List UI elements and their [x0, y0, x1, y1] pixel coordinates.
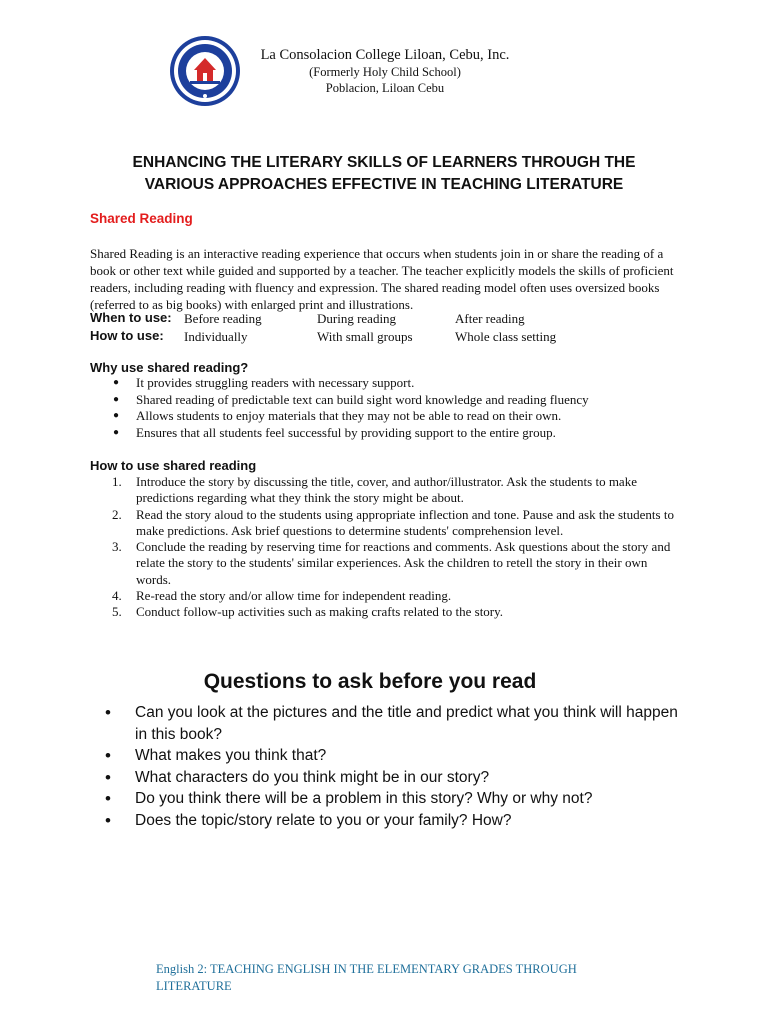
slide-title: Questions to ask before you read: [203, 670, 537, 693]
how-option-1: Individually: [184, 329, 248, 344]
bullet-icon: ●: [113, 426, 120, 438]
step-number: 5.: [112, 604, 122, 620]
slide-question-list: [95, 702, 685, 831]
school-name: La Consolacion College Liloan, Cebu, Inc.: [260, 47, 510, 63]
bullet-icon: ●: [113, 393, 120, 405]
how-to-use-row: [90, 328, 690, 346]
intro-paragraph: Shared Reading is an interactive reading experience that occurs when students join in or share the reading of a book or other text while guided and supported by a teacher. The teacher explicitly models the skills of proficient readers, including reading with fluency and expression. The shared reading model often uses oversized books (referred to as big books) with enlarged print and illustrations.: [90, 246, 674, 312]
list-item: 2. Read the story aloud to the students using appropriate inflection and tone. Pause and ask the students to make predictions. Ask brief questions to determine students' comprehension level.: [112, 506, 674, 538]
bullet-icon: •: [105, 703, 111, 722]
when-option-3: After reading: [455, 311, 525, 326]
document-title: [80, 152, 688, 196]
when-option-1: Before reading: [184, 311, 262, 326]
when-to-use-label: When to use:: [90, 310, 172, 325]
bullet-icon: ●: [113, 410, 120, 421]
questions-slide: [95, 670, 685, 831]
section-heading: Shared Reading: [90, 211, 193, 226]
list-item: 3. Conclude the reading by reserving time for reactions and comments. Ask questions about the story and relate the story to the students' similar experiences. Ask the children to retell the story in their own words.: [112, 539, 671, 587]
school-header: [255, 46, 515, 96]
how-steps-list: [90, 474, 680, 621]
formerly-name: (Formerly Holy Child School): [309, 65, 461, 79]
page-footer: English 2: TEACHING ENGLISH IN THE ELEMENTARY GRADES THROUGH LITERATURE: [156, 962, 577, 993]
school-address: Poblacion, Liloan Cebu: [325, 81, 445, 95]
bullet-icon: •: [105, 767, 111, 787]
step-number: 4.: [112, 588, 122, 604]
step-number: 1.: [112, 474, 122, 489]
list-item: 4. Re-read the story and/or allow time for independent reading.: [112, 588, 452, 604]
school-seal-logo: [168, 34, 242, 108]
step-number: 2.: [112, 506, 122, 522]
bullet-icon: •: [105, 789, 111, 808]
list-item: 5. Conduct follow-up activities such as making crafts related to the story.: [112, 604, 504, 620]
list-item: • Does the topic/story relate to you or your family? How?: [105, 810, 512, 830]
when-option-2: During reading: [317, 311, 397, 326]
list-item: • What makes you think that?: [105, 746, 327, 765]
title-line-2: VARIOUS APPROACHES EFFECTIVE IN TEACHING LITERATURE: [144, 176, 624, 193]
how-to-use-label: How to use:: [90, 328, 164, 343]
list-item: 1. Introduce the story by discussing the title, cover, and author/illustrator. Ask the students to make predictions regarding what they think the story might be about.: [112, 474, 637, 506]
list-item: ● It provides struggling readers with necessary support.: [113, 375, 415, 390]
when-to-use-row: [90, 310, 690, 328]
bullet-icon: ●: [113, 377, 120, 388]
how-heading: How to use shared reading: [90, 458, 257, 473]
why-list: [90, 375, 680, 441]
how-option-2: With small groups: [317, 329, 413, 344]
list-item: ● Ensures that all students feel successful by providing support to the entire group.: [113, 424, 556, 440]
bullet-icon: •: [105, 746, 111, 765]
list-item: • Do you think there will be a problem in this story? Why or why not?: [105, 789, 593, 808]
step-number: 3.: [112, 539, 122, 555]
list-item: ● Shared reading of predictable text can build sight word knowledge and reading fluency: [113, 391, 589, 407]
list-item: • Can you look at the pictures and the title and predict what you think will happen in this book?: [105, 703, 678, 743]
list-item: • What characters do you think might be in our story?: [105, 767, 490, 787]
how-option-3: Whole class setting: [455, 329, 557, 344]
title-line-1: ENHANCING THE LITERARY SKILLS OF LEARNERS THROUGH THE: [132, 154, 636, 171]
why-heading: Why use shared reading?: [90, 360, 249, 375]
bullet-icon: •: [105, 810, 111, 830]
list-item: ● Allows students to enjoy materials that they may not be able to read on their own.: [113, 408, 562, 423]
